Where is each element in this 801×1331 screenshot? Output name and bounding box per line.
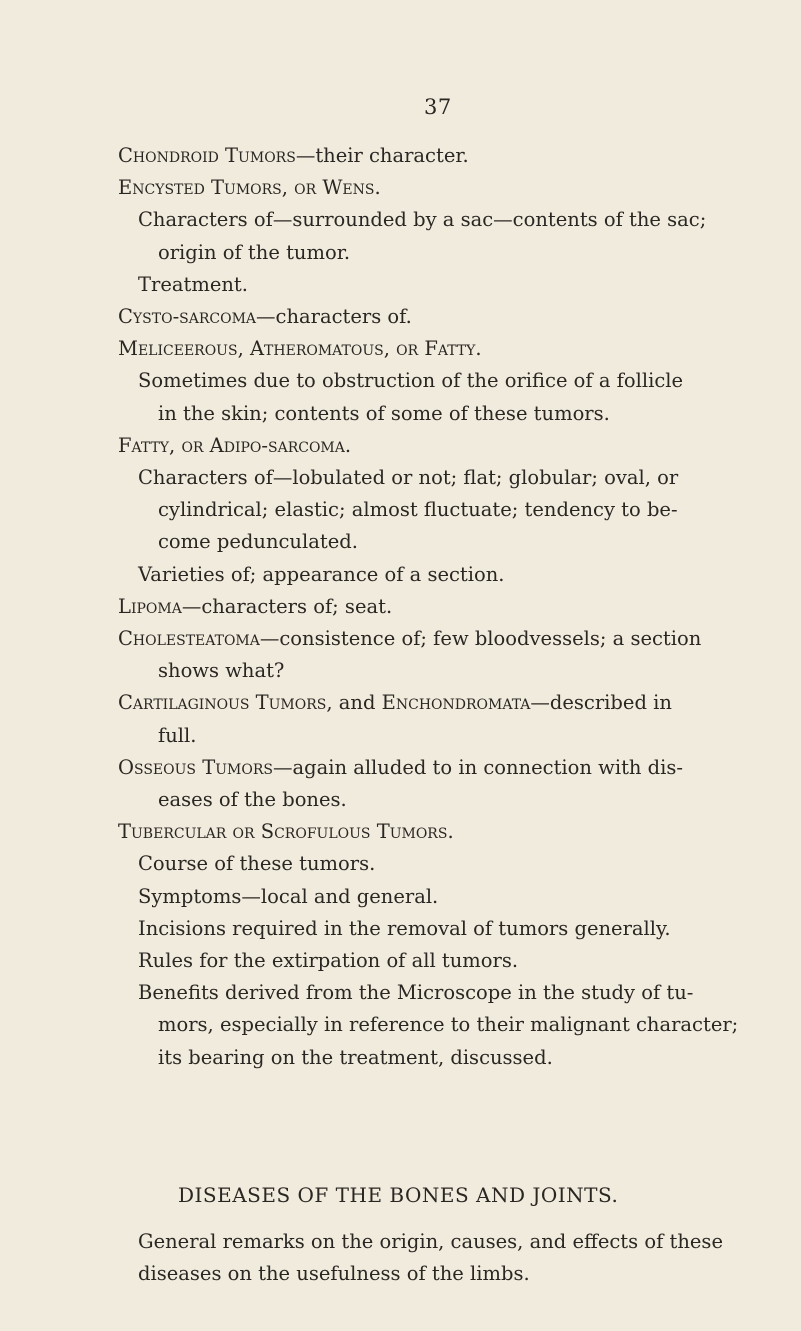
topic-heading: Enchondromata bbox=[381, 691, 531, 715]
outline-line bbox=[118, 752, 743, 784]
outline-line: mors, especially in reference to their malignant character; bbox=[158, 1013, 739, 1037]
topic-connector: , and bbox=[326, 691, 382, 715]
outline-line bbox=[118, 687, 743, 719]
outline-line: Sometimes due to obstruction of the orifice of a follicle bbox=[138, 369, 684, 393]
outline-line: its bearing on the treatment, discussed. bbox=[158, 1045, 553, 1069]
outline-line: Incisions required in the removal of tumors generally. bbox=[138, 916, 671, 940]
topic-description: —consistence of; few bloodvessels; a section bbox=[259, 627, 702, 651]
closing-line: diseases on the usefulness of the limbs. bbox=[138, 1262, 530, 1286]
outline-line: shows what? bbox=[158, 659, 285, 683]
topic-heading: Encysted Tumors, or Wens. bbox=[118, 176, 381, 200]
outline-line: Benefits derived from the Microscope in the study of tu- bbox=[138, 981, 694, 1005]
outline-line bbox=[118, 430, 743, 462]
topic-heading: Cholesteatoma bbox=[118, 627, 260, 651]
outline-line bbox=[118, 301, 743, 333]
topic-description: —again alluded to in connection with dis- bbox=[272, 755, 683, 779]
topic-heading: Cysto-sarcoma bbox=[118, 305, 257, 329]
outline-text bbox=[118, 140, 743, 1074]
closing-line: General remarks on the origin, causes, and effects of these bbox=[138, 1230, 723, 1253]
outline-line: eases of the bones. bbox=[158, 788, 347, 812]
outline-line: come pedunculated. bbox=[158, 530, 358, 554]
outline-line: Course of these tumors. bbox=[138, 852, 376, 876]
outline-line: Characters of—surrounded by a sac—contents of the sac; bbox=[138, 208, 707, 232]
topic-heading: Tubercular or Scrofulous Tumors. bbox=[118, 820, 454, 844]
outline-line: cylindrical; elastic; almost fluctuate; tendency to be- bbox=[158, 498, 678, 522]
outline-line: Characters of—lobulated or not; flat; globular; oval, or bbox=[138, 466, 679, 490]
page-number: 37 bbox=[424, 95, 452, 119]
topic-heading: Meliceerous, Atheromatous, or Fatty. bbox=[118, 337, 482, 361]
topic-heading: Fatty, or Adipo-sarcoma. bbox=[118, 433, 352, 457]
topic-description: —characters of. bbox=[256, 305, 412, 329]
outline-line: Rules for the extirpation of all tumors. bbox=[138, 949, 519, 973]
closing-text bbox=[138, 1226, 743, 1290]
topic-heading: Lipoma bbox=[118, 594, 182, 618]
outline-line: origin of the tumor. bbox=[158, 240, 351, 264]
topic-heading: Osseous Tumors bbox=[118, 755, 273, 779]
outline-line bbox=[118, 816, 743, 848]
outline-line: full. bbox=[158, 723, 197, 747]
topic-heading: Chondroid Tumors bbox=[118, 144, 296, 167]
topic-description: —characters of; seat. bbox=[181, 594, 393, 618]
outline-line bbox=[118, 140, 743, 172]
outline-line: Symptoms—local and general. bbox=[138, 884, 439, 908]
topic-description: —described in bbox=[530, 691, 672, 715]
topic-description: —their character. bbox=[295, 144, 469, 167]
section-heading: DISEASES OF THE BONES AND JOINTS. bbox=[178, 1183, 619, 1207]
topic-heading: Cartilaginous Tumors bbox=[118, 691, 327, 715]
outline-line: Treatment. bbox=[138, 272, 248, 296]
outline-line bbox=[118, 623, 743, 655]
outline-line: in the skin; contents of some of these tumors. bbox=[158, 401, 610, 425]
outline-line bbox=[118, 333, 743, 365]
outline-line bbox=[118, 591, 743, 623]
outline-line bbox=[118, 172, 743, 204]
outline-line: Varieties of; appearance of a section. bbox=[138, 562, 505, 586]
